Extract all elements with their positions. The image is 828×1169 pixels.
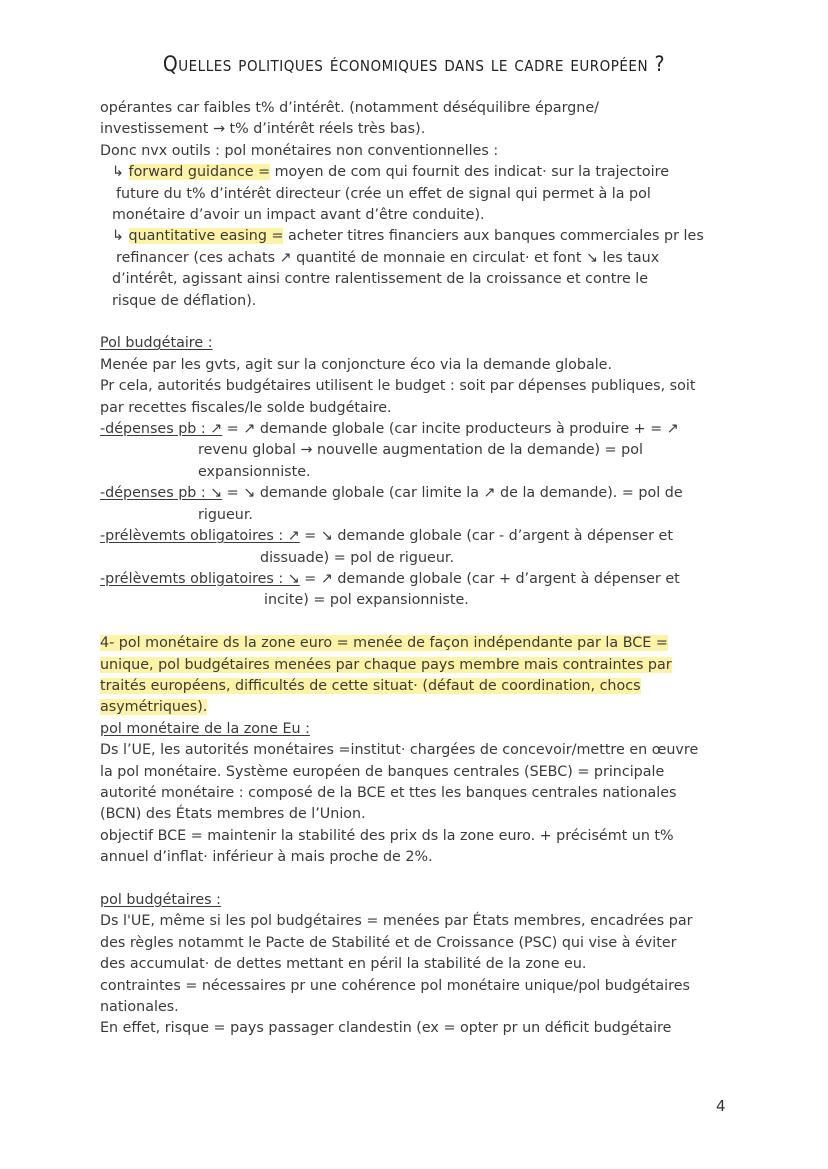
- text-line: risque de déflation).: [112, 292, 257, 309]
- text-line: des règles notammt le Pacte de Stabilité et de Croissance (PSC) qui vise à éviter: [100, 934, 677, 951]
- text-line: opérantes car faibles t% d’intérêt. (notamment déséquilibre épargne/: [100, 100, 599, 116]
- rule-text: = ↗ demande globale (car + d’argent à dépenser et: [299, 570, 680, 587]
- forward-guidance-line: [100, 162, 740, 183]
- text-line: monétaire d’avoir un impact avant d’être conduite).: [112, 207, 485, 224]
- rule-text: = ↘ demande globale (car limite la ↗ de la demande). = pol de: [222, 485, 683, 502]
- text-span: moyen de com qui fournit des indicat· sur la trajectoire: [270, 164, 669, 181]
- text-line: contraintes = nécessaires pr une cohérence pol monétaire unique/pol budgétaires: [100, 977, 690, 994]
- rule-continuation: incite) = pol expansionniste.: [264, 592, 469, 609]
- page-body: [100, 98, 740, 1040]
- text-line: Pr cela, autorités budgétaires utilisent le budget : soit par dépenses publiques, soit: [100, 378, 696, 395]
- rule-line: [100, 569, 740, 590]
- section-heading-pol-monetaire: pol monétaire de la zone Eu :: [100, 720, 310, 737]
- page-title: Quelles politiques économiques dans le cadre européen ?: [162, 52, 666, 76]
- text-line: des accumulat· de dettes mettant en péril la stabilité de la zone eu.: [100, 956, 587, 973]
- rule-line: [100, 419, 740, 440]
- text-line: Ds l’UE, les autorités monétaires =institut· chargées de concevoir/mettre en œuvre: [100, 742, 699, 759]
- text-span: acheter titres financiers aux banques commerciales pr les: [283, 228, 704, 245]
- rule-continuation: revenu global → nouvelle augmentation de la demande) = pol: [198, 442, 643, 459]
- highlight-text: 4- pol monétaire ds la zone euro = menée de façon indépendante par la BCE =: [100, 635, 668, 652]
- rule-continuation: dissuade) = pol de rigueur.: [260, 549, 454, 566]
- text-line: Menée par les gvts, agit sur la conjoncture éco via la demande globale.: [100, 356, 613, 373]
- forward-guidance-term: forward guidance =: [128, 164, 271, 181]
- arrow-prefix: ↳: [112, 164, 129, 181]
- rule-text: = ↗ demande globale (car incite producteurs à produire + = ↗: [222, 421, 679, 438]
- text-line: objectif BCE = maintenir la stabilité des prix ds la zone euro. + précisémt un t%: [100, 827, 674, 844]
- rule-key: -prélèvemts obligatoires : ↗: [100, 528, 300, 545]
- rule-line: [100, 526, 740, 547]
- highlight-text: unique, pol budgétaires menées par chaque pays membre mais contraintes par: [100, 656, 672, 673]
- highlight-line: [100, 676, 740, 697]
- quantitative-easing-term: quantitative easing =: [128, 228, 284, 245]
- text-line: refinancer (ces achats ↗ quantité de monnaie en circulat· et font ↘ les taux: [116, 249, 660, 266]
- quantitative-easing-line: [100, 226, 740, 247]
- rule-key: -dépenses pb : ↘: [100, 485, 223, 502]
- text-line: la pol monétaire. Système européen de banques centrales (SEBC) = principale: [100, 763, 665, 780]
- page-number: 4: [716, 1097, 726, 1115]
- rule-continuation: rigueur.: [198, 506, 253, 523]
- text-line: investissement → t% d’intérêt réels très bas).: [100, 121, 426, 138]
- highlight-text: asymétriques).: [100, 699, 208, 716]
- text-line: annuel d’inflat· inférieur à mais proche de 2%.: [100, 849, 433, 866]
- rule-key: -dépenses pb : ↗: [100, 421, 223, 438]
- text-line: Donc nvx outils : pol monétaires non conventionnelles :: [100, 142, 499, 159]
- section-heading-pol-budgetaire: Pol budgétaire :: [100, 335, 213, 352]
- text-line: Ds l'UE, même si les pol budgétaires = menées par États membres, encadrées par: [100, 913, 693, 930]
- text-line: d’intérêt, agissant ainsi contre ralentissement de la croissance et contre le: [112, 271, 649, 288]
- highlight-text: traités européens, difficultés de cette situat· (défaut de coordination, chocs: [100, 677, 641, 694]
- section-heading-pol-budgetaires: pol budgétaires :: [100, 891, 221, 908]
- highlight-line: [100, 697, 740, 718]
- rule-line: [100, 483, 740, 504]
- text-line: autorité monétaire : composé de la BCE et ttes les banques centrales nationales: [100, 784, 677, 801]
- rule-key: -prélèvemts obligatoires : ↘: [100, 570, 300, 587]
- text-line: (BCN) des États membres de l’Union.: [100, 806, 366, 823]
- text-line: En effet, risque = pays passager clandestin (ex = opter pr un déficit budgétaire: [100, 1020, 672, 1037]
- highlight-line: [100, 655, 740, 676]
- text-line: par recettes fiscales/le solde budgétaire.: [100, 399, 392, 416]
- rule-text: = ↘ demande globale (car - d’argent à dépenser et: [299, 528, 673, 545]
- rule-continuation: expansionniste.: [198, 463, 311, 480]
- text-line: nationales.: [100, 999, 179, 1016]
- highlight-line: [100, 633, 740, 654]
- text-line: future du t% d’intérêt directeur (crée un effet de signal qui permet à la pol: [116, 185, 651, 202]
- arrow-prefix: ↳: [112, 228, 129, 245]
